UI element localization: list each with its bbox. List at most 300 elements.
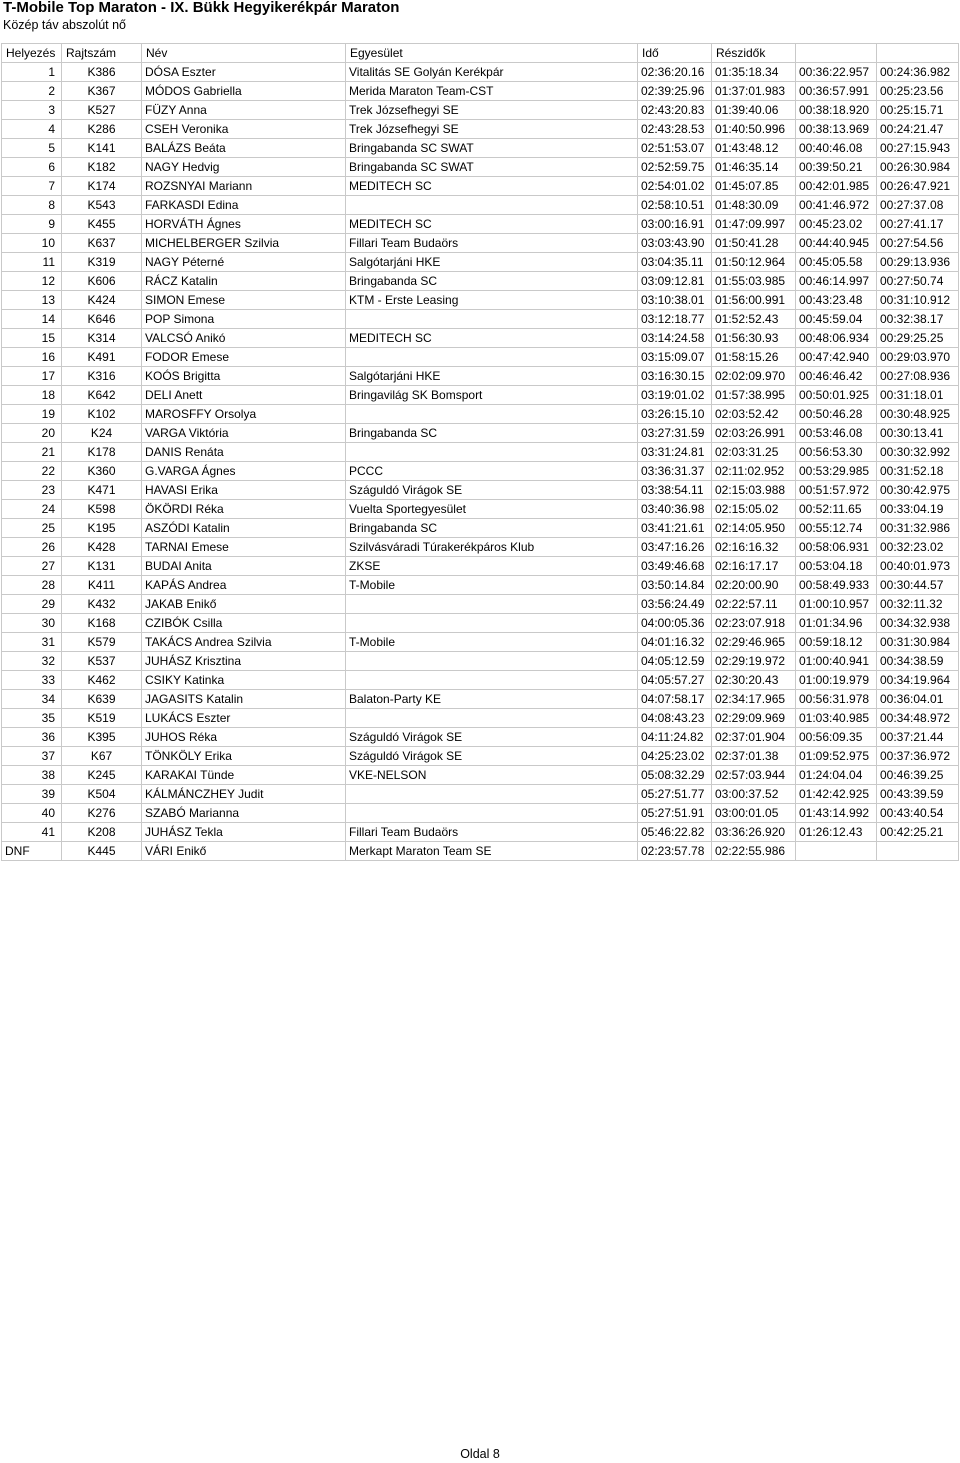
cell-name: NAGY Péterné [142, 253, 346, 272]
cell-split-2: 00:50:01.925 [796, 386, 877, 405]
table-row [2, 253, 959, 272]
cell-position: 21 [2, 443, 62, 462]
cell-split-3: 00:29:13.936 [877, 253, 959, 272]
cell-club [346, 785, 638, 804]
cell-split-2: 00:53:46.08 [796, 424, 877, 443]
cell-split-2: 00:45:59.04 [796, 310, 877, 329]
cell-bib: K411 [62, 576, 142, 595]
table-row [2, 196, 959, 215]
cell-time: 03:19:01.02 [638, 386, 712, 405]
cell-club: Száguldó Virágok SE [346, 747, 638, 766]
table-row [2, 272, 959, 291]
table-row [2, 709, 959, 728]
category-subtitle: Közép táv abszolút nő [3, 18, 126, 32]
table-row [2, 519, 959, 538]
table-row [2, 462, 959, 481]
cell-split-3: 00:37:21.44 [877, 728, 959, 747]
results-body [2, 44, 959, 861]
cell-position: 9 [2, 215, 62, 234]
cell-club: Száguldó Virágok SE [346, 728, 638, 747]
cell-time: 03:12:18.77 [638, 310, 712, 329]
cell-split-2: 00:44:40.945 [796, 234, 877, 253]
cell-bib: K543 [62, 196, 142, 215]
cell-club: Bringabanda SC [346, 272, 638, 291]
cell-split-1: 01:55:03.985 [712, 272, 796, 291]
cell-bib: K360 [62, 462, 142, 481]
cell-split-2: 00:43:23.48 [796, 291, 877, 310]
cell-split-2: 00:55:12.74 [796, 519, 877, 538]
cell-bib: K395 [62, 728, 142, 747]
cell-club: PCCC [346, 462, 638, 481]
cell-club [346, 348, 638, 367]
cell-bib: K579 [62, 633, 142, 652]
cell-split-1: 02:29:09.969 [712, 709, 796, 728]
cell-position: 5 [2, 139, 62, 158]
cell-split-2: 00:36:22.957 [796, 63, 877, 82]
cell-bib: K642 [62, 386, 142, 405]
cell-name: CZIBÓK Csilla [142, 614, 346, 633]
cell-split-1: 02:29:19.972 [712, 652, 796, 671]
cell-bib: K639 [62, 690, 142, 709]
cell-split-3: 00:31:10.912 [877, 291, 959, 310]
cell-split-2: 00:39:50.21 [796, 158, 877, 177]
cell-bib: K646 [62, 310, 142, 329]
cell-position: 36 [2, 728, 62, 747]
cell-time: 03:10:38.01 [638, 291, 712, 310]
cell-club: VKE-NELSON [346, 766, 638, 785]
cell-split-3: 00:27:50.74 [877, 272, 959, 291]
cell-time: 03:50:14.84 [638, 576, 712, 595]
cell-bib: K208 [62, 823, 142, 842]
table-row [2, 576, 959, 595]
cell-time: 04:07:58.17 [638, 690, 712, 709]
table-row [2, 785, 959, 804]
cell-bib: K491 [62, 348, 142, 367]
cell-time: 02:39:25.96 [638, 82, 712, 101]
cell-bib: K428 [62, 538, 142, 557]
cell-split-1: 01:56:30.93 [712, 329, 796, 348]
table-row [2, 82, 959, 101]
cell-split-2: 00:56:09.35 [796, 728, 877, 747]
cell-name: DÓSA Eszter [142, 63, 346, 82]
cell-split-3: 00:32:11.32 [877, 595, 959, 614]
page-title: T-Mobile Top Maraton - IX. Bükk Hegyikerékpár Maraton [3, 0, 400, 16]
cell-time: 02:52:59.75 [638, 158, 712, 177]
cell-name: DANIS Renáta [142, 443, 346, 462]
table-row [2, 747, 959, 766]
cell-split-3: 00:37:36.972 [877, 747, 959, 766]
cell-split-2: 01:42:42.925 [796, 785, 877, 804]
cell-name: MICHELBERGER Szilvia [142, 234, 346, 253]
cell-position: 19 [2, 405, 62, 424]
cell-bib: K519 [62, 709, 142, 728]
cell-name: KAPÁS Andrea [142, 576, 346, 595]
cell-split-3: 00:24:21.47 [877, 120, 959, 139]
cell-position: 6 [2, 158, 62, 177]
cell-position: 8 [2, 196, 62, 215]
cell-split-1: 02:57:03.944 [712, 766, 796, 785]
cell-time: 03:56:24.49 [638, 595, 712, 614]
cell-name: JUHÁSZ Tekla [142, 823, 346, 842]
cell-club: Salgótarjáni HKE [346, 367, 638, 386]
table-row [2, 804, 959, 823]
cell-position: 1 [2, 63, 62, 82]
cell-club: Fillari Team Budaörs [346, 234, 638, 253]
cell-bib: K67 [62, 747, 142, 766]
cell-name: RÁCZ Katalin [142, 272, 346, 291]
cell-split-2: 01:00:10.957 [796, 595, 877, 614]
cell-time: 03:31:24.81 [638, 443, 712, 462]
cell-club: MEDITECH SC [346, 329, 638, 348]
cell-split-3: 00:31:52.18 [877, 462, 959, 481]
cell-bib: K102 [62, 405, 142, 424]
cell-position: 28 [2, 576, 62, 595]
table-row [2, 120, 959, 139]
cell-name: TARNAI Emese [142, 538, 346, 557]
table-row [2, 63, 959, 82]
cell-split-1: 02:11:02.952 [712, 462, 796, 481]
cell-name: SZABÓ Marianna [142, 804, 346, 823]
cell-split-3: 00:30:13.41 [877, 424, 959, 443]
cell-bib: K367 [62, 82, 142, 101]
cell-bib: K316 [62, 367, 142, 386]
cell-bib: K424 [62, 291, 142, 310]
cell-split-3: 00:27:54.56 [877, 234, 959, 253]
cell-name: SIMON Emese [142, 291, 346, 310]
cell-split-1: 02:34:17.965 [712, 690, 796, 709]
cell-position: 32 [2, 652, 62, 671]
header-cell-splits: Részidők [712, 44, 796, 63]
table-row [2, 614, 959, 633]
cell-club: T-Mobile [346, 576, 638, 595]
cell-split-3: 00:30:48.925 [877, 405, 959, 424]
cell-bib: K319 [62, 253, 142, 272]
cell-position: DNF [2, 842, 62, 861]
cell-position: 31 [2, 633, 62, 652]
cell-name: ASZÓDI Katalin [142, 519, 346, 538]
cell-bib: K131 [62, 557, 142, 576]
cell-split-2: 00:56:53.30 [796, 443, 877, 462]
cell-club [346, 443, 638, 462]
cell-split-1: 02:15:05.02 [712, 500, 796, 519]
cell-club: Bringabanda SC SWAT [346, 139, 638, 158]
header-row [2, 44, 959, 63]
cell-time: 04:01:16.32 [638, 633, 712, 652]
cell-split-2: 00:56:31.978 [796, 690, 877, 709]
cell-split-2: 01:09:52.975 [796, 747, 877, 766]
cell-name: FODOR Emese [142, 348, 346, 367]
table-row [2, 500, 959, 519]
table-row [2, 291, 959, 310]
cell-split-3: 00:34:19.964 [877, 671, 959, 690]
cell-bib: K637 [62, 234, 142, 253]
cell-club: Trek Józsefhegyi SE [346, 120, 638, 139]
cell-position: 23 [2, 481, 62, 500]
cell-time: 02:54:01.02 [638, 177, 712, 196]
cell-name: MÓDOS Gabriella [142, 82, 346, 101]
cell-position: 30 [2, 614, 62, 633]
cell-split-1: 01:47:09.997 [712, 215, 796, 234]
cell-split-3: 00:26:47.921 [877, 177, 959, 196]
cell-position: 38 [2, 766, 62, 785]
cell-club [346, 196, 638, 215]
cell-split-3: 00:36:04.01 [877, 690, 959, 709]
cell-split-2 [796, 842, 877, 861]
cell-split-3: 00:40:01.973 [877, 557, 959, 576]
cell-bib: K598 [62, 500, 142, 519]
cell-split-1: 01:50:41.28 [712, 234, 796, 253]
cell-time: 04:25:23.02 [638, 747, 712, 766]
cell-bib: K174 [62, 177, 142, 196]
cell-name: JUHOS Réka [142, 728, 346, 747]
cell-position: 29 [2, 595, 62, 614]
cell-club: Bringavilág SK Bomsport [346, 386, 638, 405]
cell-split-1: 02:14:05.950 [712, 519, 796, 538]
header-cell-blank [877, 44, 959, 63]
cell-time: 03:14:24.58 [638, 329, 712, 348]
cell-time: 02:23:57.78 [638, 842, 712, 861]
cell-split-3: 00:43:39.59 [877, 785, 959, 804]
header-cell-position: Helyezés [2, 44, 62, 63]
header-cell-club: Egyesület [346, 44, 638, 63]
cell-split-2: 00:51:57.972 [796, 481, 877, 500]
cell-split-1: 02:16:16.32 [712, 538, 796, 557]
cell-club: Vuelta Sportegyesület [346, 500, 638, 519]
cell-split-3: 00:27:08.936 [877, 367, 959, 386]
cell-name: FÜZY Anna [142, 101, 346, 120]
cell-name: TAKÁCS Andrea Szilvia [142, 633, 346, 652]
cell-split-1: 01:45:07.85 [712, 177, 796, 196]
cell-split-3: 00:30:32.992 [877, 443, 959, 462]
cell-time: 03:27:31.59 [638, 424, 712, 443]
cell-name: JUHÁSZ Krisztina [142, 652, 346, 671]
header-cell-time: Idő [638, 44, 712, 63]
cell-time: 05:27:51.91 [638, 804, 712, 823]
cell-split-2: 00:42:01.985 [796, 177, 877, 196]
table-row [2, 158, 959, 177]
cell-time: 03:16:30.15 [638, 367, 712, 386]
cell-split-1: 01:37:01.983 [712, 82, 796, 101]
cell-bib: K504 [62, 785, 142, 804]
cell-time: 04:08:43.23 [638, 709, 712, 728]
cell-club: Szilvásváradi Túrakerékpáros Klub [346, 538, 638, 557]
table-row [2, 652, 959, 671]
cell-name: ÖKÖRDI Réka [142, 500, 346, 519]
cell-time: 03:15:09.07 [638, 348, 712, 367]
cell-bib: K606 [62, 272, 142, 291]
cell-split-1: 01:58:15.26 [712, 348, 796, 367]
cell-position: 24 [2, 500, 62, 519]
cell-split-1: 02:03:52.42 [712, 405, 796, 424]
cell-bib: K168 [62, 614, 142, 633]
cell-club: T-Mobile [346, 633, 638, 652]
cell-club: MEDITECH SC [346, 215, 638, 234]
table-row [2, 633, 959, 652]
cell-name: VÁRI Enikő [142, 842, 346, 861]
cell-name: FARKASDI Edina [142, 196, 346, 215]
cell-position: 2 [2, 82, 62, 101]
cell-time: 03:38:54.11 [638, 481, 712, 500]
table-row [2, 728, 959, 747]
cell-split-3: 00:29:25.25 [877, 329, 959, 348]
table-row [2, 842, 959, 861]
cell-time: 05:08:32.29 [638, 766, 712, 785]
cell-name: BUDAI Anita [142, 557, 346, 576]
header-cell-name: Név [142, 44, 346, 63]
results-table [1, 43, 959, 861]
cell-time: 04:11:24.82 [638, 728, 712, 747]
cell-name: CSEH Veronika [142, 120, 346, 139]
cell-split-2: 00:53:04.18 [796, 557, 877, 576]
cell-bib: K432 [62, 595, 142, 614]
cell-position: 39 [2, 785, 62, 804]
cell-bib: K386 [62, 63, 142, 82]
cell-split-2: 01:00:19.979 [796, 671, 877, 690]
cell-time: 03:40:36.98 [638, 500, 712, 519]
cell-name: VARGA Viktória [142, 424, 346, 443]
cell-split-1: 02:23:07.918 [712, 614, 796, 633]
table-row [2, 538, 959, 557]
cell-position: 4 [2, 120, 62, 139]
cell-time: 05:46:22.82 [638, 823, 712, 842]
cell-name: VALCSÓ Anikó [142, 329, 346, 348]
cell-split-1: 02:02:09.970 [712, 367, 796, 386]
cell-name: TÖNKÖLY Erika [142, 747, 346, 766]
cell-split-2: 01:01:34.96 [796, 614, 877, 633]
cell-split-3 [877, 842, 959, 861]
cell-split-2: 00:46:46.42 [796, 367, 877, 386]
cell-split-2: 01:26:12.43 [796, 823, 877, 842]
cell-split-1: 01:39:40.06 [712, 101, 796, 120]
cell-split-3: 00:24:36.982 [877, 63, 959, 82]
cell-position: 14 [2, 310, 62, 329]
cell-split-2: 00:52:11.65 [796, 500, 877, 519]
cell-bib: K178 [62, 443, 142, 462]
cell-split-3: 00:31:32.986 [877, 519, 959, 538]
cell-club [346, 804, 638, 823]
cell-bib: K445 [62, 842, 142, 861]
cell-position: 16 [2, 348, 62, 367]
cell-position: 27 [2, 557, 62, 576]
cell-split-1: 02:03:26.991 [712, 424, 796, 443]
cell-bib: K527 [62, 101, 142, 120]
table-row [2, 367, 959, 386]
cell-position: 10 [2, 234, 62, 253]
cell-bib: K276 [62, 804, 142, 823]
cell-split-1: 01:35:18.34 [712, 63, 796, 82]
cell-position: 7 [2, 177, 62, 196]
cell-club: Bringabanda SC [346, 519, 638, 538]
cell-split-2: 01:03:40.985 [796, 709, 877, 728]
cell-split-3: 00:25:23.56 [877, 82, 959, 101]
table-row [2, 481, 959, 500]
cell-position: 15 [2, 329, 62, 348]
table-row [2, 690, 959, 709]
cell-split-1: 01:48:30.09 [712, 196, 796, 215]
cell-split-2: 00:58:49.933 [796, 576, 877, 595]
cell-split-3: 00:43:40.54 [877, 804, 959, 823]
cell-name: HORVÁTH Ágnes [142, 215, 346, 234]
cell-split-1: 01:57:38.995 [712, 386, 796, 405]
cell-bib: K245 [62, 766, 142, 785]
table-row [2, 766, 959, 785]
cell-name: DELI Anett [142, 386, 346, 405]
cell-split-2: 01:24:04.04 [796, 766, 877, 785]
cell-position: 18 [2, 386, 62, 405]
cell-split-3: 00:27:41.17 [877, 215, 959, 234]
cell-time: 05:27:51.77 [638, 785, 712, 804]
cell-position: 17 [2, 367, 62, 386]
cell-club [346, 405, 638, 424]
cell-split-1: 02:16:17.17 [712, 557, 796, 576]
cell-club [346, 652, 638, 671]
table-row [2, 595, 959, 614]
table-row [2, 557, 959, 576]
cell-name: G.VARGA Ágnes [142, 462, 346, 481]
cell-split-1: 02:37:01.38 [712, 747, 796, 766]
cell-split-1: 02:20:00.90 [712, 576, 796, 595]
cell-time: 02:58:10.51 [638, 196, 712, 215]
cell-split-3: 00:31:18.01 [877, 386, 959, 405]
cell-bib: K537 [62, 652, 142, 671]
cell-split-2: 00:48:06.934 [796, 329, 877, 348]
page-number: Oldal 8 [460, 1447, 500, 1461]
cell-position: 13 [2, 291, 62, 310]
cell-name: CSIKY Katinka [142, 671, 346, 690]
cell-time: 02:51:53.07 [638, 139, 712, 158]
table-row [2, 139, 959, 158]
cell-split-1: 02:22:55.986 [712, 842, 796, 861]
table-row [2, 348, 959, 367]
cell-split-2: 01:43:14.992 [796, 804, 877, 823]
cell-split-1: 02:37:01.904 [712, 728, 796, 747]
cell-split-3: 00:26:30.984 [877, 158, 959, 177]
cell-bib: K314 [62, 329, 142, 348]
cell-split-3: 00:27:37.08 [877, 196, 959, 215]
cell-split-1: 01:43:48.12 [712, 139, 796, 158]
cell-club: MEDITECH SC [346, 177, 638, 196]
cell-split-3: 00:25:15.71 [877, 101, 959, 120]
table-row [2, 386, 959, 405]
cell-club: Vitalitás SE Golyán Kerékpár [346, 63, 638, 82]
cell-split-3: 00:27:15.943 [877, 139, 959, 158]
cell-name: MAROSFFY Orsolya [142, 405, 346, 424]
table-row [2, 177, 959, 196]
cell-split-2: 00:53:29.985 [796, 462, 877, 481]
table-row [2, 823, 959, 842]
cell-club: Merida Maraton Team-CST [346, 82, 638, 101]
cell-name: ROZSNYAI Mariann [142, 177, 346, 196]
cell-club: Bringabanda SC [346, 424, 638, 443]
cell-split-1: 02:29:46.965 [712, 633, 796, 652]
cell-split-1: 02:15:03.988 [712, 481, 796, 500]
cell-time: 03:41:21.61 [638, 519, 712, 538]
cell-name: JAGASITS Katalin [142, 690, 346, 709]
cell-club: Salgótarjáni HKE [346, 253, 638, 272]
cell-split-1: 03:00:01.05 [712, 804, 796, 823]
cell-split-3: 00:30:42.975 [877, 481, 959, 500]
cell-time: 02:36:20.16 [638, 63, 712, 82]
cell-split-1: 02:30:20.43 [712, 671, 796, 690]
table-row [2, 215, 959, 234]
table-row [2, 310, 959, 329]
cell-split-3: 00:34:32.938 [877, 614, 959, 633]
cell-time: 02:43:28.53 [638, 120, 712, 139]
cell-position: 34 [2, 690, 62, 709]
cell-bib: K455 [62, 215, 142, 234]
cell-split-1: 03:36:26.920 [712, 823, 796, 842]
table-row [2, 671, 959, 690]
